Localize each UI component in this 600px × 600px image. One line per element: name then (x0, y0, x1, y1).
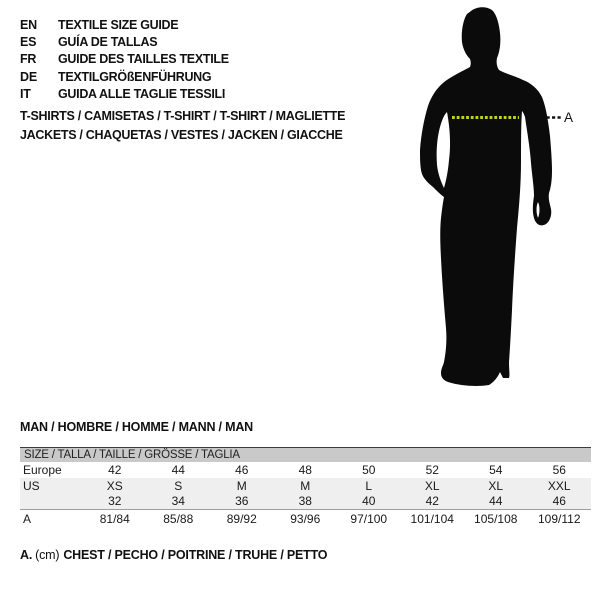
lang-label: GUÍA DE TALLAS (58, 34, 158, 49)
garment-line-jackets: JACKETS / CHAQUETAS / VESTES / JACKEN / GIACCHE (20, 127, 343, 142)
cell: 54 (489, 463, 503, 477)
cell: 109/112 (538, 511, 581, 526)
lang-label: TEXTILE SIZE GUIDE (58, 17, 179, 32)
footnote-unit: (cm) (35, 548, 60, 562)
footnote-label: A. (20, 548, 33, 562)
lang-code: ES (20, 34, 37, 49)
lang-code: EN (20, 17, 37, 32)
cell: 32 (108, 494, 122, 508)
lang-code: DE (20, 69, 37, 84)
cell: M (236, 478, 247, 493)
cell: 42 (425, 494, 439, 508)
cell: 34 (171, 494, 185, 508)
lang-row-en (20, 16, 229, 33)
row-label: US (23, 478, 40, 493)
cell: 97/100 (350, 511, 388, 526)
table-row-europe (20, 462, 591, 478)
cell: M (300, 478, 311, 493)
measure-label-a: A (564, 110, 574, 125)
cell: 48 (298, 463, 312, 477)
lang-label: GUIDA ALLE TAGLIE TESSILI (58, 86, 226, 101)
language-list (20, 16, 229, 102)
table-row-numeric (20, 493, 591, 509)
cell: L (365, 478, 373, 493)
cell: 46 (235, 463, 249, 477)
cell: 101/104 (410, 511, 454, 526)
cell: 36 (235, 494, 249, 508)
measurement-footnote (20, 548, 327, 562)
lang-row-it (20, 85, 229, 102)
row-label: Europe (23, 463, 62, 477)
table-row-chest-a (20, 509, 591, 527)
cell: 93/96 (290, 511, 321, 526)
cell: 40 (362, 494, 376, 508)
lang-label: TEXTILGRÖßENFÜHRUNG (58, 69, 212, 84)
lang-row-es (20, 33, 229, 50)
size-table (20, 447, 591, 527)
cell: 85/88 (163, 511, 194, 526)
left-armpit-gap (437, 112, 450, 188)
lang-row-fr (20, 51, 229, 68)
cell: 52 (425, 463, 439, 477)
cell: 89/92 (226, 511, 257, 526)
cell: 44 (489, 494, 503, 508)
garment-line-tshirts: T-SHIRTS / CAMISETAS / T-SHIRT / T-SHIRT / MAGLIETTE (20, 109, 346, 123)
footnote-text: CHEST / PECHO / POITRINE / TRUHE / PETTO (63, 548, 328, 562)
cell: 46 (552, 494, 566, 508)
row-label: A (23, 511, 32, 526)
cell: 56 (552, 463, 566, 477)
cell: XS (106, 478, 123, 493)
cell: 38 (298, 494, 312, 508)
cell: S (174, 478, 183, 493)
lang-code: IT (20, 86, 31, 101)
cell: 42 (108, 463, 122, 477)
cell: 81/84 (99, 511, 130, 526)
section-title-man: MAN / HOMBRE / HOMME / MANN / MAN (20, 420, 253, 434)
cell: XL (488, 478, 504, 493)
cell: XXL (547, 478, 571, 493)
garment-type-lines (20, 107, 345, 144)
cell: 44 (171, 463, 185, 477)
lang-code: FR (20, 52, 37, 67)
table-row-us (20, 478, 591, 493)
lang-label: GUIDE DES TAILLES TEXTILE (58, 52, 229, 67)
cell: 105/108 (474, 511, 518, 526)
man-silhouette (420, 7, 552, 386)
lang-row-de (20, 68, 229, 85)
cell: 50 (362, 463, 376, 477)
cell: XL (424, 478, 440, 493)
right-hand-notch (537, 202, 540, 218)
size-table-header: SIZE / TALLA / TAILLE / GRÖSSE / TAGLIA (20, 448, 591, 462)
